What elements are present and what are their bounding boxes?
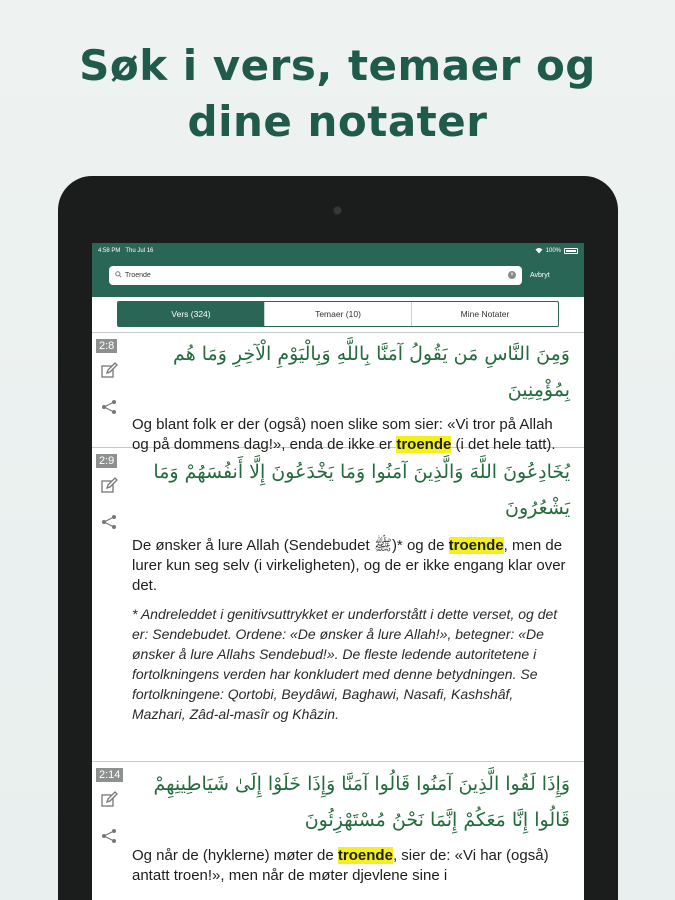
battery-percent: 100% (545, 248, 561, 254)
app-screen (92, 243, 584, 900)
translation-part: , sier de: «Vi har (også) antatt troen!», men når de møter djevlene sine i (132, 847, 549, 884)
search-scope-tabs (117, 301, 559, 327)
verse-gutter (96, 336, 126, 354)
search-icon (115, 271, 122, 280)
verse-number: 2:9 (96, 454, 117, 468)
status-date: Thu Jul 16 (125, 248, 154, 254)
battery-icon (564, 248, 578, 254)
search-highlight: troende (337, 847, 393, 864)
verse-footnote: * Andreleddet i genitivsuttrykket er underforstått i dette verset, og det er: Sendebudet. Ordene: «De ønsker å lure Allah!», betegner: «De ønsker å lure Allahs Sendebud!». De fleste ledende autoritetene i fortolkningens verden har konkludert med denne betydningen. Se fortolkningene: Qortobi, Beydâwi, Baghawi, Nasafi, Kashshâf, Mazhari, Zâd-al-masîr og Khâzin. (132, 606, 558, 722)
status-bar (92, 243, 584, 259)
clear-search-icon[interactable]: × (508, 271, 516, 279)
tab-my-notes[interactable]: Mine Notater (411, 302, 558, 326)
translation-part: , men de lurer kun seg selv (i virkeligheten), og de er ikke engang klar over det. (132, 537, 566, 594)
search-bar (92, 259, 584, 297)
translation-part: (i det hele tatt). (451, 436, 556, 453)
share-icon[interactable] (100, 513, 118, 531)
verse-gutter (96, 765, 126, 783)
verse-item[interactable] (92, 333, 584, 453)
edit-note-icon[interactable] (100, 791, 118, 809)
headline-line-1: Søk i vers, temaer og (79, 41, 596, 90)
arabic-text: وَمِنَ النَّاسِ مَن يَقُولُ آمَنَّا بِاللَّهِ وَبِالْيَوْمِ الْآخِرِ وَمَا هُم بِمُؤْمِنِينَ (173, 343, 570, 401)
translation-text (92, 846, 584, 886)
translation-part: De ønsker å lure Allah (Sendebudet ﷺ)* og de (132, 537, 449, 554)
status-time: 4:58 PM (98, 248, 121, 254)
share-icon[interactable] (100, 398, 118, 416)
wifi-icon (535, 247, 543, 256)
tab-themes[interactable]: Temaer (10) (264, 302, 411, 326)
cancel-button[interactable]: Avbryt (530, 271, 550, 279)
edit-note-icon[interactable] (100, 477, 118, 495)
share-icon[interactable] (100, 827, 118, 845)
translation-text (92, 536, 584, 596)
promo-headline (0, 38, 675, 150)
arabic-text: وَإِذَا لَقُوا الَّذِينَ آمَنُوا قَالُوا آمَنَّا وَإِذَا خَلَوْا إِلَىٰ شَيَاطِينِهِمْ قَالُوا إِنَّا مَعَكُمْ إِنَّمَا نَحْنُ مُسْتَهْزِئُونَ (153, 773, 570, 831)
search-highlight: troende (396, 436, 452, 453)
camera-icon (333, 206, 342, 215)
translation-part: Og når de (hyklerne) møter de (132, 847, 338, 864)
translation-part: Og blant folk er der (også) noen slike som sier: «Vi tror på Allah og på dommens dag!», enda de ikke er (132, 416, 553, 453)
tablet-frame (58, 176, 618, 900)
verse-number: 2:8 (96, 339, 117, 353)
search-highlight: troende (448, 537, 504, 554)
edit-note-icon[interactable] (100, 362, 118, 380)
verse-number: 2:14 (96, 768, 123, 782)
headline-line-2: dine notater (187, 97, 488, 146)
search-input[interactable] (125, 272, 508, 279)
verse-gutter (96, 451, 126, 469)
tab-verses[interactable]: Vers (324) (118, 302, 264, 326)
verse-item[interactable] (92, 762, 584, 900)
arabic-text: يُخَادِعُونَ اللَّهَ وَالَّذِينَ آمَنُوا وَمَا يَخْدَعُونَ إِلَّا أَنفُسَهُمْ وَمَا يَشْعُرُونَ (153, 461, 570, 519)
search-field[interactable] (109, 266, 522, 285)
verse-item[interactable] (92, 448, 584, 762)
